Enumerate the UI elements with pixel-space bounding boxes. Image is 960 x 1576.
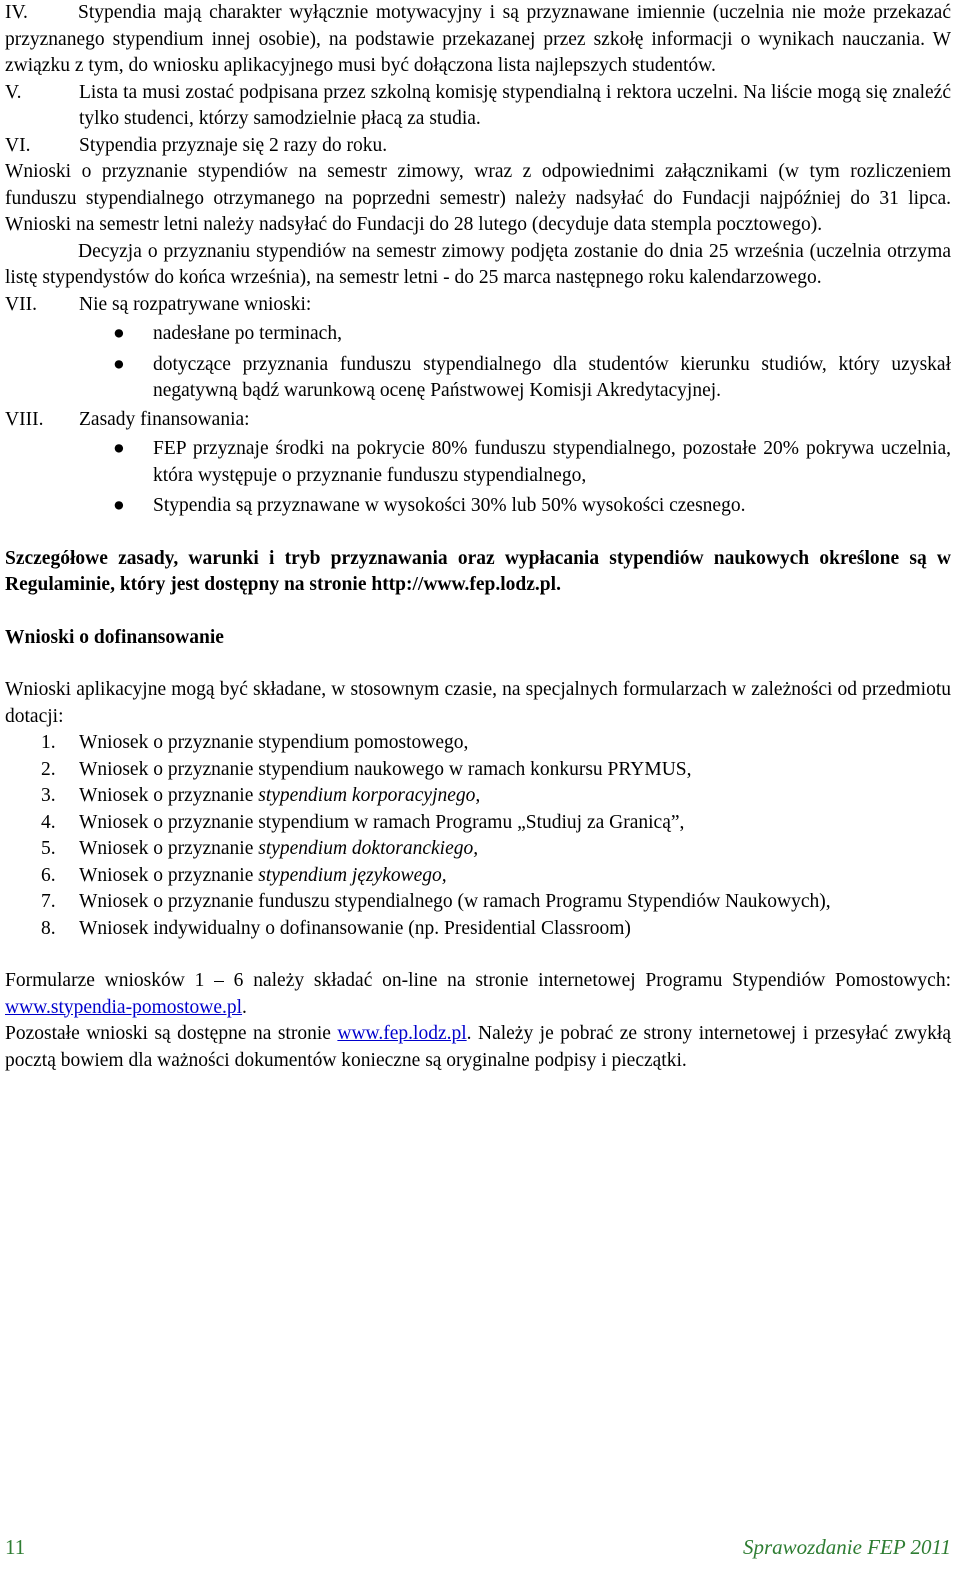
fep-lodz-link[interactable]: www.fep.lodz.pl	[337, 1023, 467, 1044]
section-vii	[5, 292, 951, 319]
section-text: Nie są rozpatrywane wnioski:	[79, 293, 312, 315]
list-item: 7. Wniosek o przyznanie funduszu stypendialnego (w ramach Programu Stypendiów Naukowych),	[41, 891, 831, 912]
list-item: 6. Wniosek o przyznanie stypendium językowego,	[41, 864, 447, 886]
section-text: Lista ta musi zostać podpisana przez szkolną komisję stypendialną i rektora uczelni. Na liście mogą się znaleźć tylko studenci, którzy samodzielnie płacą za studia.	[79, 81, 951, 129]
section-number: VIII.	[5, 408, 44, 430]
list-item: 4. Wniosek o przyznanie stypendium w ramach Programu „Studiuj za Granicą”,	[41, 811, 685, 833]
application-list	[41, 730, 951, 942]
list-item: 8. Wniosek indywidualny o dofinansowanie (np. Presidential Classroom)	[41, 917, 631, 939]
other-forms-paragraph: Pozostałe wnioski są dostępne na stronie www.fep.lodz.pl. Należy je pobrać ze strony internetowej i przesyłać zwykłą pocztą bowiem dla ważności dokumentów konieczne są oryginalne podpisy i pieczątki.	[5, 1023, 952, 1071]
section-number: VI.	[5, 134, 31, 156]
intro-paragraph: Wnioski aplikacyjne mogą być składane, w stosownym czasie, na specjalnych formularzach w zależności od przedmiotu dotacji:	[5, 679, 951, 727]
page-number: 11	[5, 1535, 26, 1559]
section-number: V.	[5, 81, 22, 103]
section-viii	[5, 407, 951, 434]
section-text: Zasady finansowania:	[79, 408, 250, 430]
section-text: Stypendia przyznaje się 2 razy do roku.	[79, 134, 388, 156]
list-item: 1. Wniosek o przyznanie stypendium pomostowego,	[41, 732, 469, 753]
section-text: Stypendia mają charakter wyłącznie motywacyjny i są przyznawane imiennie (uczelnia nie może przekazać przyznanego stypendium innej osobie), na podstawie przekazanej przez szkołę informacji o wynikach nauczania. W związku z tym, do wniosku aplikacyjnego musi być dołączona lista najlepszych studentów.	[5, 2, 951, 76]
bullet-item: ● dotyczące przyznania funduszu stypendialnego dla studentów kierunku studiów, który uzyskał negatywną bądź warunkową ocenę Państwowej Komisji Akredytacyjnej.	[113, 352, 951, 405]
section-iv	[5, 0, 951, 80]
section-vi	[5, 133, 951, 160]
list-item: 3. Wniosek o przyznanie stypendium korporacyjnego,	[41, 785, 481, 806]
section-v	[5, 80, 951, 133]
forms-paragraph: Formularze wniosków 1 – 6 należy składać on-line na stronie internetowej Programu Stypendiów Pomostowych: www.stypendia-pomostowe.pl.	[5, 970, 951, 1018]
bullet-item: ● nadesłane po terminach,	[113, 321, 951, 348]
stypendia-pomostowe-link[interactable]: www.stypendia-pomostowe.pl	[5, 996, 243, 1018]
decision-paragraph: Decyzja o przyznaniu stypendiów na semestr zimowy podjęta zostanie do dnia 25 września (uczelnia otrzyma listę stypendystów do końca września), na semestr letni - do 25 marca następnego roku kalendarzowego.	[5, 240, 951, 288]
section-heading: Wnioski o dofinansowanie	[5, 626, 224, 648]
section-number: VII.	[5, 293, 37, 315]
list-item: 5. Wniosek o przyznanie stypendium doktoranckiego,	[41, 838, 479, 859]
bullet-icon: ●	[113, 495, 125, 516]
section-number: IV.	[5, 2, 28, 23]
bullet-icon: ●	[113, 438, 125, 459]
bullet-icon: ●	[113, 323, 125, 344]
bullet-item: ● FEP przyznaje środki na pokrycie 80% funduszu stypendialnego, pozostałe 20% pokrywa uczelnia, która występuje o przyznanie funduszu stypendialnego,	[113, 436, 951, 489]
footer-title: Sprawozdanie FEP 2011	[742, 1535, 951, 1559]
document-page	[5, 0, 951, 1074]
list-item: 2. Wniosek o przyznanie stypendium naukowego w ramach konkursu PRYMUS,	[41, 758, 692, 780]
bullet-icon: ●	[113, 353, 125, 375]
regulations-paragraph: Szczegółowe zasady, warunki i tryb przyznawania oraz wypłacania stypendiów naukowych określone są w Regulaminie, który jest dostępny na stronie http://www.fep.lodz.pl.	[5, 547, 951, 595]
bullet-item: ● Stypendia są przyznawane w wysokości 30% lub 50% wysokości czesnego.	[113, 493, 951, 520]
applications-deadline-paragraph: Wnioski o przyznanie stypendiów na semestr zimowy, wraz z odpowiednimi załącznikami (w tym rozliczeniem funduszu stypendialnego otrzymanego na poprzedni semestr) należy nadsyłać do Fundacji najpóźniej do 31 lipca. Wnioski na semestr letni należy nadsyłać do Fundacji do 28 lutego (decyduje data stempla pocztowego).	[5, 161, 951, 235]
